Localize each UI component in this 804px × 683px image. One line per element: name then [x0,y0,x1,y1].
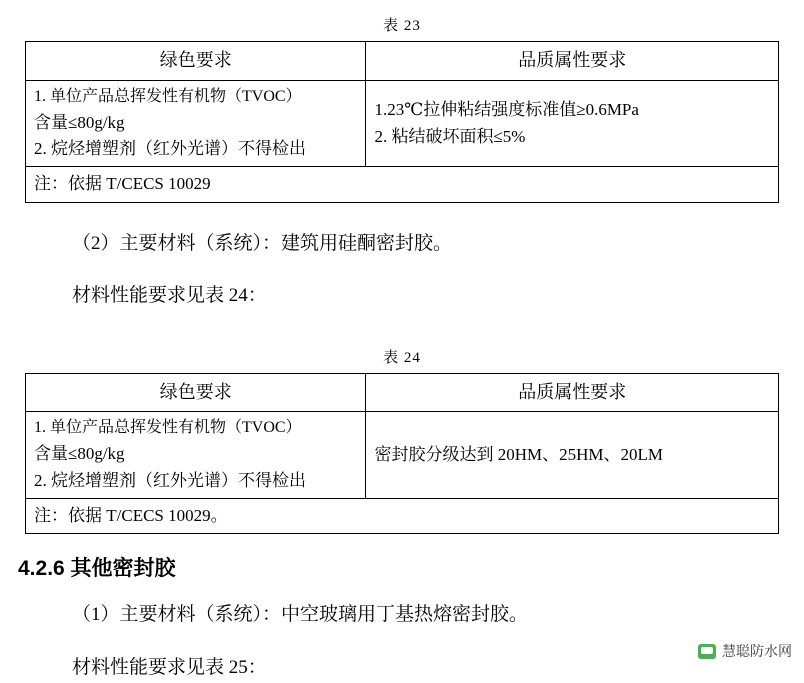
table-24-header-quality: 品质属性要求 [366,373,779,412]
table-24-green-line-1: 1. 单位产品总挥发性有机物（TVOC） [34,419,302,437]
table-24-header-green: 绿色要求 [26,373,366,412]
table-23-green-line-1: 1. 单位产品总挥发性有机物（TVOC） [34,87,302,105]
table-row [26,498,779,533]
table-23-quality-line-2: 2. 粘结破坏面积≤5% [374,126,526,146]
table-24-caption: 表 24 [383,349,421,366]
section-heading-4-2-6: 4.2.6 其他密封胶 [18,557,176,581]
table-23-note: 注：依据 T/CECS 10029 [26,167,779,202]
spacer [0,259,804,281]
table-24-quality-line-1: 密封胶分级达到 20HM、25HM、20LM [374,444,664,464]
table-24-cell-green [26,412,366,498]
table-row [26,167,779,202]
table-row [26,412,779,498]
spacer [0,534,804,552]
spacer [0,203,804,229]
table-23 [25,41,779,203]
table-23-quality-line-1: 1.23℃拉伸粘结强度标准值≥0.6MPa [374,100,639,120]
table-23-header-quality: 品质属性要求 [366,42,779,81]
spacer [0,631,804,653]
table-row [26,80,779,166]
table-23-green-line-2: 含量≤80g/kg [34,112,125,132]
table-24-cell-quality [366,412,779,498]
wechat-account-icon [698,644,716,659]
table-24-note: 注：依据 T/CECS 10029。 [26,498,779,533]
table-row [26,42,779,81]
paragraph-main-material-butyl: （1）主要材料（系统）：中空玻璃用丁基热熔密封胶。 [72,604,529,626]
paragraph-main-material-silicone: （2）主要材料（系统）：建筑用硅酮密封胶。 [72,232,453,254]
table-row [26,373,779,412]
paragraph-see-table-24: 材料性能要求见表 24： [72,285,267,307]
table-23-green-line-3: 2. 烷烃增塑剂（红外光谱）不得检出 [34,139,306,159]
table-24 [25,373,779,535]
table-23-header-green: 绿色要求 [26,42,366,81]
table-23-cell-quality [366,80,779,166]
paragraph-see-table-25: 材料性能要求见表 25： [72,656,267,678]
table-24-green-line-3: 2. 烷烃增塑剂（红外光谱）不得检出 [34,470,306,490]
spacer [0,312,804,346]
table-24-green-line-2: 含量≤80g/kg [34,444,125,464]
spacer [0,0,804,14]
spacer [0,582,804,600]
table-23-cell-green [26,80,366,166]
watermark-label: 慧聪防水网 [722,643,792,659]
table-23-caption: 表 23 [383,18,421,34]
watermark [698,641,792,661]
